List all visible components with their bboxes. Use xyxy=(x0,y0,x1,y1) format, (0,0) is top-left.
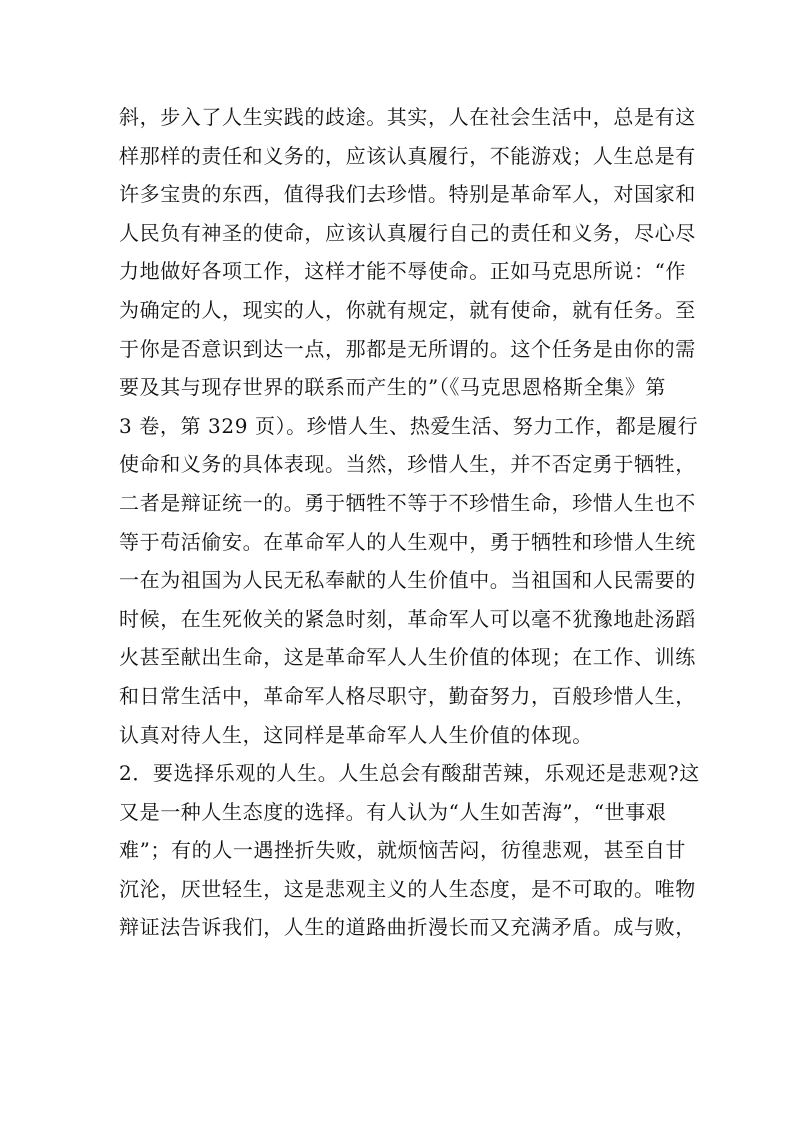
text-line: 力地做好各项工作，这样才能不辱使命。正如马克思所说：“作 xyxy=(119,259,687,284)
text-line: 二者是辩证统一的。勇于牺牲不等于不珍惜生命，珍惜人生也不 xyxy=(119,490,696,515)
text-line: 等于苟活偷安。在革命军人的人生观中，勇于牺牲和珍惜人生统 xyxy=(119,529,696,554)
text-line: 时候，在生死攸关的紧急时刻，革命军人可以毫不犹豫地赴汤蹈 xyxy=(119,606,696,631)
text-line: 沉沦，厌世轻生，这是悲观主义的人生态度，是不可取的。唯物 xyxy=(119,876,696,901)
text-line: 一在为祖国为人民无私奉献的人生价值中。当祖国和人民需要的 xyxy=(119,568,696,593)
text-line: 使命和义务的具体表现。当然，珍惜人生，并不否定勇于牺牲， xyxy=(119,452,696,477)
text-line: 和日常生活中，革命军人格尽职守，勤奋努力，百般珍惜人生， xyxy=(119,683,696,708)
text-line: 又是一种人生态度的选择。有人认为“人生如苦海”，“世事艰 xyxy=(119,799,667,824)
text-line: 火甚至献出生命，这是革命军人人生价值的体现；在工作、训练 xyxy=(119,645,696,670)
text-line: 斜，步入了人生实践的歧途。其实，人在社会生活中，总是有这 xyxy=(119,105,696,129)
text-line: 辩证法告诉我们，人生的道路曲折漫长而又充满矛盾。成与败， xyxy=(119,915,696,940)
text-line: 样那样的责任和义务的，应该认真履行，不能游戏；人生总是有 xyxy=(119,143,696,168)
text-line: 2．要选择乐观的人生。人生总会有酸甜苦辣，乐观还是悲观?这 xyxy=(119,761,700,786)
body-text xyxy=(119,98,700,947)
text-line: 3 卷，第 329 页）。珍惜人生、热爱生活、努力工作，都是履行 xyxy=(119,413,699,438)
text-line: 要及其与现存世界的联系而产生的”（《马克思恩格斯全集》第 xyxy=(119,375,667,400)
text-line: 于你是否意识到达一点，那都是无所谓的。这个任务是由你的需 xyxy=(119,336,696,361)
text-line: 难”；有的人一遇挫折失败，就烦恼苦闷，彷徨悲观，甚至自甘 xyxy=(119,838,687,863)
text-line: 许多宝贵的东西，值得我们去珍惜。特别是革命军人，对国家和 xyxy=(119,182,696,207)
text-line: 为确定的人，现实的人，你就有规定，就有使命，就有任务。至 xyxy=(119,297,696,322)
text-line: 认真对待人生，这同样是革命军人人生价值的体现。 xyxy=(119,722,593,747)
text-line: 人民负有神圣的使命，应该认真履行自己的责任和义务，尽心尽 xyxy=(119,220,696,245)
